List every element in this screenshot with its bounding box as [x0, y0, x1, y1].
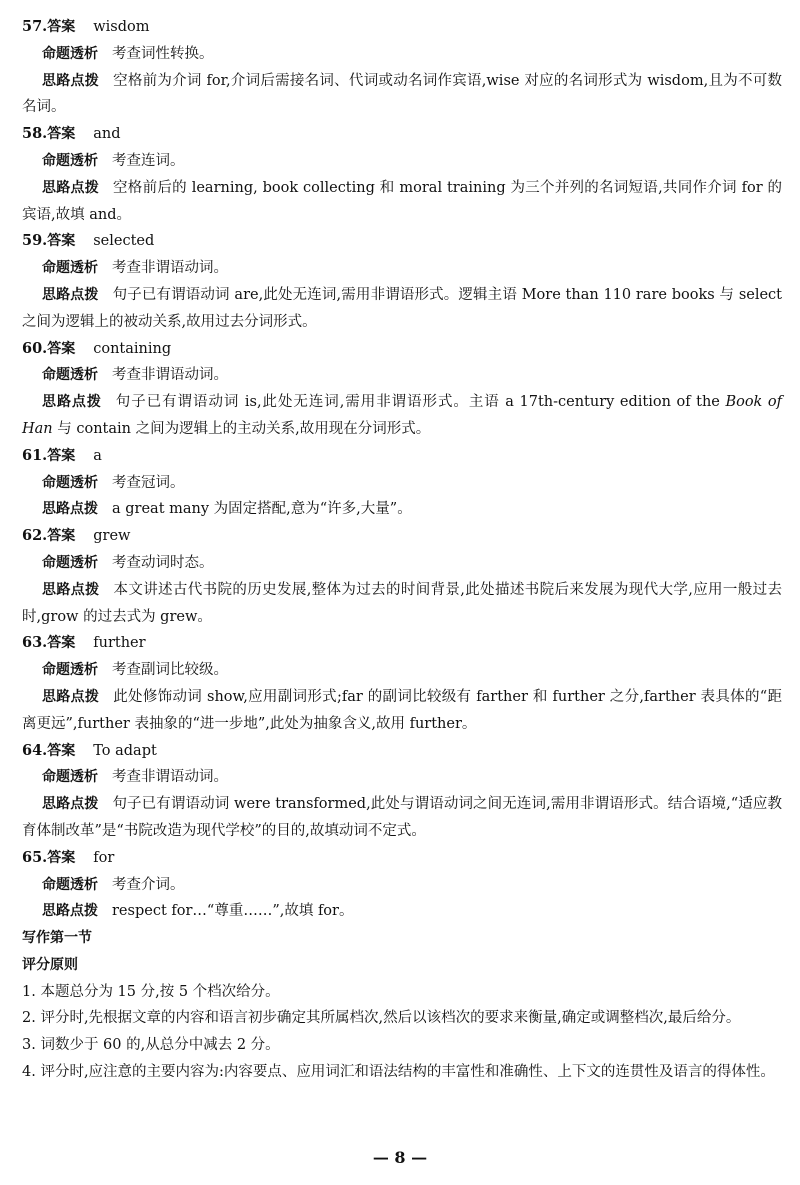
hint-text: 此处修饰动词 show,应用副词形式;far 的副词比较级有 farther 和 further 之分,farther 表具体的“距离更远”,further 表抽象的“进一步地”,此处为抽象含义,故用 further。	[22, 688, 782, 732]
question-number: 61.	[22, 446, 48, 464]
question-65	[22, 845, 782, 925]
question-63	[22, 630, 782, 737]
question-61	[22, 443, 782, 523]
analysis-label: 命题透析	[42, 876, 98, 893]
analysis-label: 命题透析	[42, 152, 98, 169]
analysis-text: 考查动词时态。	[112, 554, 214, 571]
hint-label: 思路点拨	[42, 581, 100, 598]
analysis-text: 考查冠词。	[112, 474, 185, 491]
hint-label: 思路点拨	[42, 903, 98, 920]
question-number: 63.	[22, 634, 48, 652]
analysis-label: 命题透析	[42, 367, 98, 384]
question-64	[22, 738, 782, 845]
analysis-label: 命题透析	[42, 260, 98, 277]
book-title: Book of Han	[22, 394, 782, 437]
scoring-rule-1: 1. 本题总分为 15 分,按 5 个档次给分。	[22, 983, 280, 1000]
question-number: 58.	[22, 125, 48, 143]
answer-value: further	[93, 635, 146, 652]
question-60	[22, 336, 782, 443]
analysis-label: 命题透析	[42, 474, 98, 491]
question-number: 60.	[22, 339, 48, 357]
scoring-rule-4: 4. 评分时,应注意的主要内容为:内容要点、应用词汇和语法结构的丰富性和准确性、上下文的连贯性及语言的得体性。	[22, 1064, 775, 1081]
analysis-text: 考查介词。	[112, 876, 185, 893]
analysis-text: 考查非谓语动词。	[112, 769, 228, 786]
scoring-principles-title: 评分原则	[22, 956, 78, 973]
question-59	[22, 228, 782, 335]
question-number: 59.	[22, 232, 48, 250]
hint-label: 思路点拨	[42, 796, 99, 813]
analysis-label: 命题透析	[42, 769, 98, 786]
analysis-label: 命题透析	[42, 45, 98, 62]
hint-text: a great many 为固定搭配,意为“许多,大量”。	[112, 501, 412, 518]
analysis-text: 考查词性转换。	[112, 45, 214, 62]
hint-text: 句子已有谓语动词 are,此处无连词,需用非谓语形式。逻辑主语 More than 110 rare books 与 select 之间为逻辑上的被动关系,故用过去分词形式。	[22, 286, 783, 330]
hint-text: 句子已有谓语动词 were transformed,此处与谓语动词之间无连词,需用非谓语形式。结合语境,“适应教育体制改革”是“书院改造为现代学校”的目的,故填动词不定式。	[22, 796, 782, 839]
question-number: 62.	[22, 527, 48, 545]
hint-text: 空格前后的 learning, book collecting 和 moral training 为三个并列的名词短语,共同作介词 for 的宾语,故填 and。	[22, 179, 783, 223]
answer-value: To adapt	[93, 742, 157, 759]
scoring-rule-3: 3. 词数少于 60 的,从总分中减去 2 分。	[22, 1037, 280, 1054]
hint-label: 思路点拨	[42, 501, 98, 518]
answer-label: 答案	[47, 233, 76, 250]
writing-section-title: 写作第一节	[22, 930, 92, 947]
hint-label: 思路点拨	[42, 688, 100, 705]
hint-label: 思路点拨	[42, 72, 100, 89]
analysis-text: 考查连词。	[112, 152, 185, 169]
answer-value: grew	[93, 528, 131, 545]
answer-value: for	[93, 849, 115, 866]
answer-label: 答案	[47, 528, 76, 545]
analysis-label: 命题透析	[42, 662, 98, 679]
question-number: 64.	[22, 741, 48, 759]
analysis-text: 考查副词比较级。	[112, 662, 228, 679]
question-58	[22, 121, 782, 228]
answer-label: 答案	[47, 635, 76, 652]
answer-value: selected	[93, 233, 155, 250]
hint-label: 思路点拨	[42, 394, 102, 411]
analysis-text: 考查非谓语动词。	[112, 260, 228, 277]
answer-label: 答案	[47, 447, 76, 464]
answer-value: containing	[93, 340, 172, 357]
answer-label: 答案	[47, 19, 76, 35]
answer-value: and	[93, 126, 121, 143]
hint-text: 句子已有谓语动词 is,此处无连词,需用非谓语形式。主语 a 17th-century edition of the	[115, 394, 726, 411]
hint-text-continued: 与 contain 之间为逻辑上的主动关系,故用现在分词形式。	[52, 420, 431, 437]
hint-text: 本文讲述古代书院的历史发展,整体为过去的时间背景,此处描述书院后来发展为现代大学,应用一般过去时,grow 的过去式为 grew。	[22, 581, 783, 625]
answer-label: 答案	[47, 126, 76, 143]
answer-label: 答案	[47, 742, 76, 759]
answer-value: wisdom	[93, 19, 150, 35]
question-number: 65.	[22, 848, 48, 866]
answer-key-content	[22, 14, 782, 1086]
analysis-label: 命题透析	[42, 554, 98, 571]
answer-label: 答案	[47, 849, 76, 866]
question-number: 57.	[22, 18, 48, 35]
question-62	[22, 523, 782, 630]
hint-text: 空格前为介词 for,介词后需接名词、代词或动名词作宾语,wise 对应的名词形式为 wisdom,且为不可数名词。	[22, 72, 782, 116]
hint-label: 思路点拨	[42, 286, 99, 303]
hint-text: respect for…“尊重……”,故填 for。	[112, 903, 354, 920]
page-number: — 8 —	[372, 1148, 428, 1167]
question-57	[22, 14, 782, 121]
analysis-text: 考查非谓语动词。	[112, 367, 228, 384]
hint-label: 思路点拨	[42, 179, 100, 196]
answer-label: 答案	[47, 340, 76, 357]
answer-value: a	[93, 447, 102, 464]
scoring-rule-2: 2. 评分时,先根据文章的内容和语言初步确定其所属档次,然后以该档次的要求来衡量,确定或调整档次,最后给分。	[22, 1010, 741, 1027]
